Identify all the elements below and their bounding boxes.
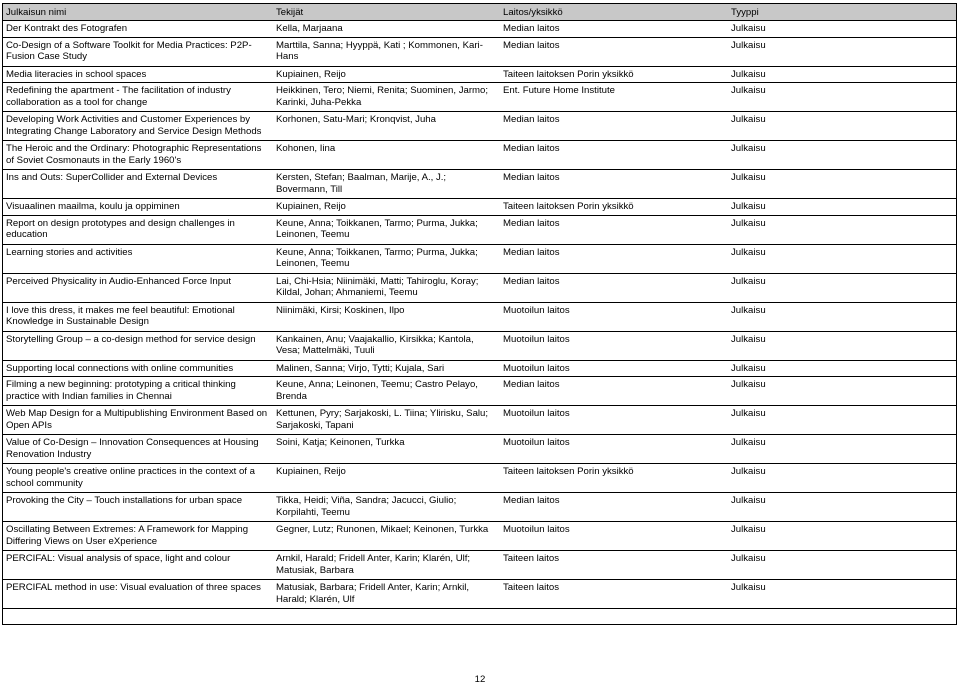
cell-authors: Korhonen, Satu-Mari; Kronqvist, Juha [273,112,500,141]
cell-authors: Lai, Chi-Hsia; Niinimäki, Matti; Tahiroglu, Koray; Kildal, Johan; Ahmaniemi, Teemu [273,273,500,302]
cell-department: Median laitos [500,112,728,141]
cell-type: Julkaisu [728,331,956,360]
cell-department: Muotoilun laitos [500,302,728,331]
cell-authors: Kersten, Stefan; Baalman, Marije, A., J.; Bovermann, Till [273,170,500,199]
table-row [3,112,956,141]
cell-title: Value of Co-Design – Innovation Consequences at Housing Renovation Industry [3,435,273,464]
table-row [3,141,956,170]
cell-department: Taiteen laitos [500,580,728,609]
table-row [3,215,956,244]
publications-sheet [2,3,957,625]
table-row [3,244,956,273]
cell-department: Median laitos [500,170,728,199]
table-row [3,580,956,609]
cell-type: Julkaisu [728,522,956,551]
table-row [3,464,956,493]
header-row [3,4,956,21]
cell-department: Muotoilun laitos [500,406,728,435]
cell-title: PERCIFAL: Visual analysis of space, light and colour [3,551,273,580]
cell-authors: Kettunen, Pyry; Sarjakoski, L. Tiina; Ylirisku, Salu; Sarjakoski, Tapani [273,406,500,435]
cell-type: Julkaisu [728,493,956,522]
cell-type: Julkaisu [728,464,956,493]
cell-authors: Malinen, Sanna; Virjo, Tytti; Kujala, Sari [273,360,500,377]
cell-title: Developing Work Activities and Customer Experiences by Integrating Change Laboratory and Service Design Methods [3,112,273,141]
cell-title: Learning stories and activities [3,244,273,273]
cell-authors: Niinimäki, Kirsi; Koskinen, Ilpo [273,302,500,331]
cell-type: Julkaisu [728,551,956,580]
cell-authors: Soini, Katja; Keinonen, Turkka [273,435,500,464]
table-row [3,83,956,112]
cell-type: Julkaisu [728,435,956,464]
cell-authors: Matusiak, Barbara; Fridell Anter, Karin; Arnkil, Harald; Klarén, Ulf [273,580,500,609]
cell-authors: Tikka, Heidi; Viña, Sandra; Jacucci, Giulio; Korpilahti, Teemu [273,493,500,522]
cell-authors: Keune, Anna; Toikkanen, Tarmo; Purma, Jukka; Leinonen, Teemu [273,244,500,273]
cell-authors: Kella, Marjaana [273,21,500,38]
cell-title: Storytelling Group – a co-design method for service design [3,331,273,360]
cell-title: Co-Design of a Software Toolkit for Media Practices: P2P-Fusion Case Study [3,37,273,66]
cell-type: Julkaisu [728,21,956,38]
cell-title: Supporting local connections with online communities [3,360,273,377]
cell-authors: Arnkil, Harald; Fridell Anter, Karin; Klarén, Ulf; Matusiak, Barbara [273,551,500,580]
cell-title: Filming a new beginning: prototyping a critical thinking practice with Indian families in Chennai [3,377,273,406]
cell-type: Julkaisu [728,141,956,170]
cell-type: Julkaisu [728,112,956,141]
cell-title: Perceived Physicality in Audio-Enhanced Force Input [3,273,273,302]
cell-authors: Keune, Anna; Leinonen, Teemu; Castro Pelayo, Brenda [273,377,500,406]
cell-type: Julkaisu [728,66,956,83]
cell-authors: Keune, Anna; Toikkanen, Tarmo; Purma, Jukka; Leinonen, Teemu [273,215,500,244]
cell-department: Muotoilun laitos [500,360,728,377]
table-row [3,551,956,580]
cell-department: Muotoilun laitos [500,435,728,464]
cell-title: Redefining the apartment - The facilitation of industry collaboration as a tool for change [3,83,273,112]
cell-title: Oscillating Between Extremes: A Framework for Mapping Differing Views on User eXperience [3,522,273,551]
header-type: Tyyppi [728,4,956,21]
header-authors: Tekijät [273,4,500,21]
cell-title: Young people's creative online practices in the context of a school community [3,464,273,493]
table-row [3,493,956,522]
cell-title: The Heroic and the Ordinary: Photographic Representations of Soviet Cosmonauts in the Early 1960's [3,141,273,170]
cell-authors: Kankainen, Anu; Vaajakallio, Kirsikka; Kantola, Vesa; Mattelmäki, Tuuli [273,331,500,360]
cell-type: Julkaisu [728,37,956,66]
table-row [3,37,956,66]
cell-type: Julkaisu [728,199,956,216]
cell-type: Julkaisu [728,83,956,112]
cell-authors: Heikkinen, Tero; Niemi, Renita; Suominen, Jarmo; Karinki, Juha-Pekka [273,83,500,112]
cell-type: Julkaisu [728,406,956,435]
cell-department: Taiteen laitoksen Porin yksikkö [500,66,728,83]
cell-type: Julkaisu [728,580,956,609]
cell-title: Provoking the City – Touch installations for urban space [3,493,273,522]
cell-title: Web Map Design for a Multipublishing Environment Based on Open APIs [3,406,273,435]
cell-authors: Kupiainen, Reijo [273,199,500,216]
cell-title: Visuaalinen maailma, koulu ja oppiminen [3,199,273,216]
publications-table [3,4,956,609]
cell-department: Taiteen laitoksen Porin yksikkö [500,464,728,493]
cell-type: Julkaisu [728,273,956,302]
cell-title: PERCIFAL method in use: Visual evaluation of three spaces [3,580,273,609]
cell-department: Median laitos [500,377,728,406]
cell-title: Ins and Outs: SuperCollider and External Devices [3,170,273,199]
cell-type: Julkaisu [728,360,956,377]
table-row [3,435,956,464]
cell-authors: Kohonen, Iina [273,141,500,170]
table-row [3,406,956,435]
cell-type: Julkaisu [728,215,956,244]
cell-type: Julkaisu [728,170,956,199]
cell-department: Taiteen laitos [500,551,728,580]
cell-title: Report on design prototypes and design challenges in education [3,215,273,244]
table-row [3,66,956,83]
cell-authors: Kupiainen, Reijo [273,66,500,83]
table-row [3,360,956,377]
table-row [3,331,956,360]
table-row [3,170,956,199]
table-row [3,302,956,331]
table-row [3,377,956,406]
cell-authors: Gegner, Lutz; Runonen, Mikael; Keinonen, Turkka [273,522,500,551]
table-row [3,199,956,216]
cell-department: Taiteen laitoksen Porin yksikkö [500,199,728,216]
cell-authors: Marttila, Sanna; Hyyppä, Kati ; Kommonen, Kari-Hans [273,37,500,66]
table-row [3,522,956,551]
cell-title: I love this dress, it makes me feel beautiful: Emotional Knowledge in Sustainable Design [3,302,273,331]
table-row [3,21,956,38]
header-title: Julkaisun nimi [3,4,273,21]
cell-department: Median laitos [500,215,728,244]
cell-type: Julkaisu [728,244,956,273]
cell-type: Julkaisu [728,377,956,406]
cell-department: Median laitos [500,37,728,66]
cell-department: Median laitos [500,141,728,170]
cell-department: Median laitos [500,244,728,273]
page-number: 12 [474,674,486,685]
cell-type: Julkaisu [728,302,956,331]
cell-title: Media literacies in school spaces [3,66,273,83]
cell-title: Der Kontrakt des Fotografen [3,21,273,38]
cell-department: Median laitos [500,493,728,522]
cell-department: Ent. Future Home Institute [500,83,728,112]
cell-department: Median laitos [500,21,728,38]
cell-authors: Kupiainen, Reijo [273,464,500,493]
header-department: Laitos/yksikkö [500,4,728,21]
cell-department: Muotoilun laitos [500,331,728,360]
cell-department: Muotoilun laitos [500,522,728,551]
table-row [3,273,956,302]
cell-department: Median laitos [500,273,728,302]
